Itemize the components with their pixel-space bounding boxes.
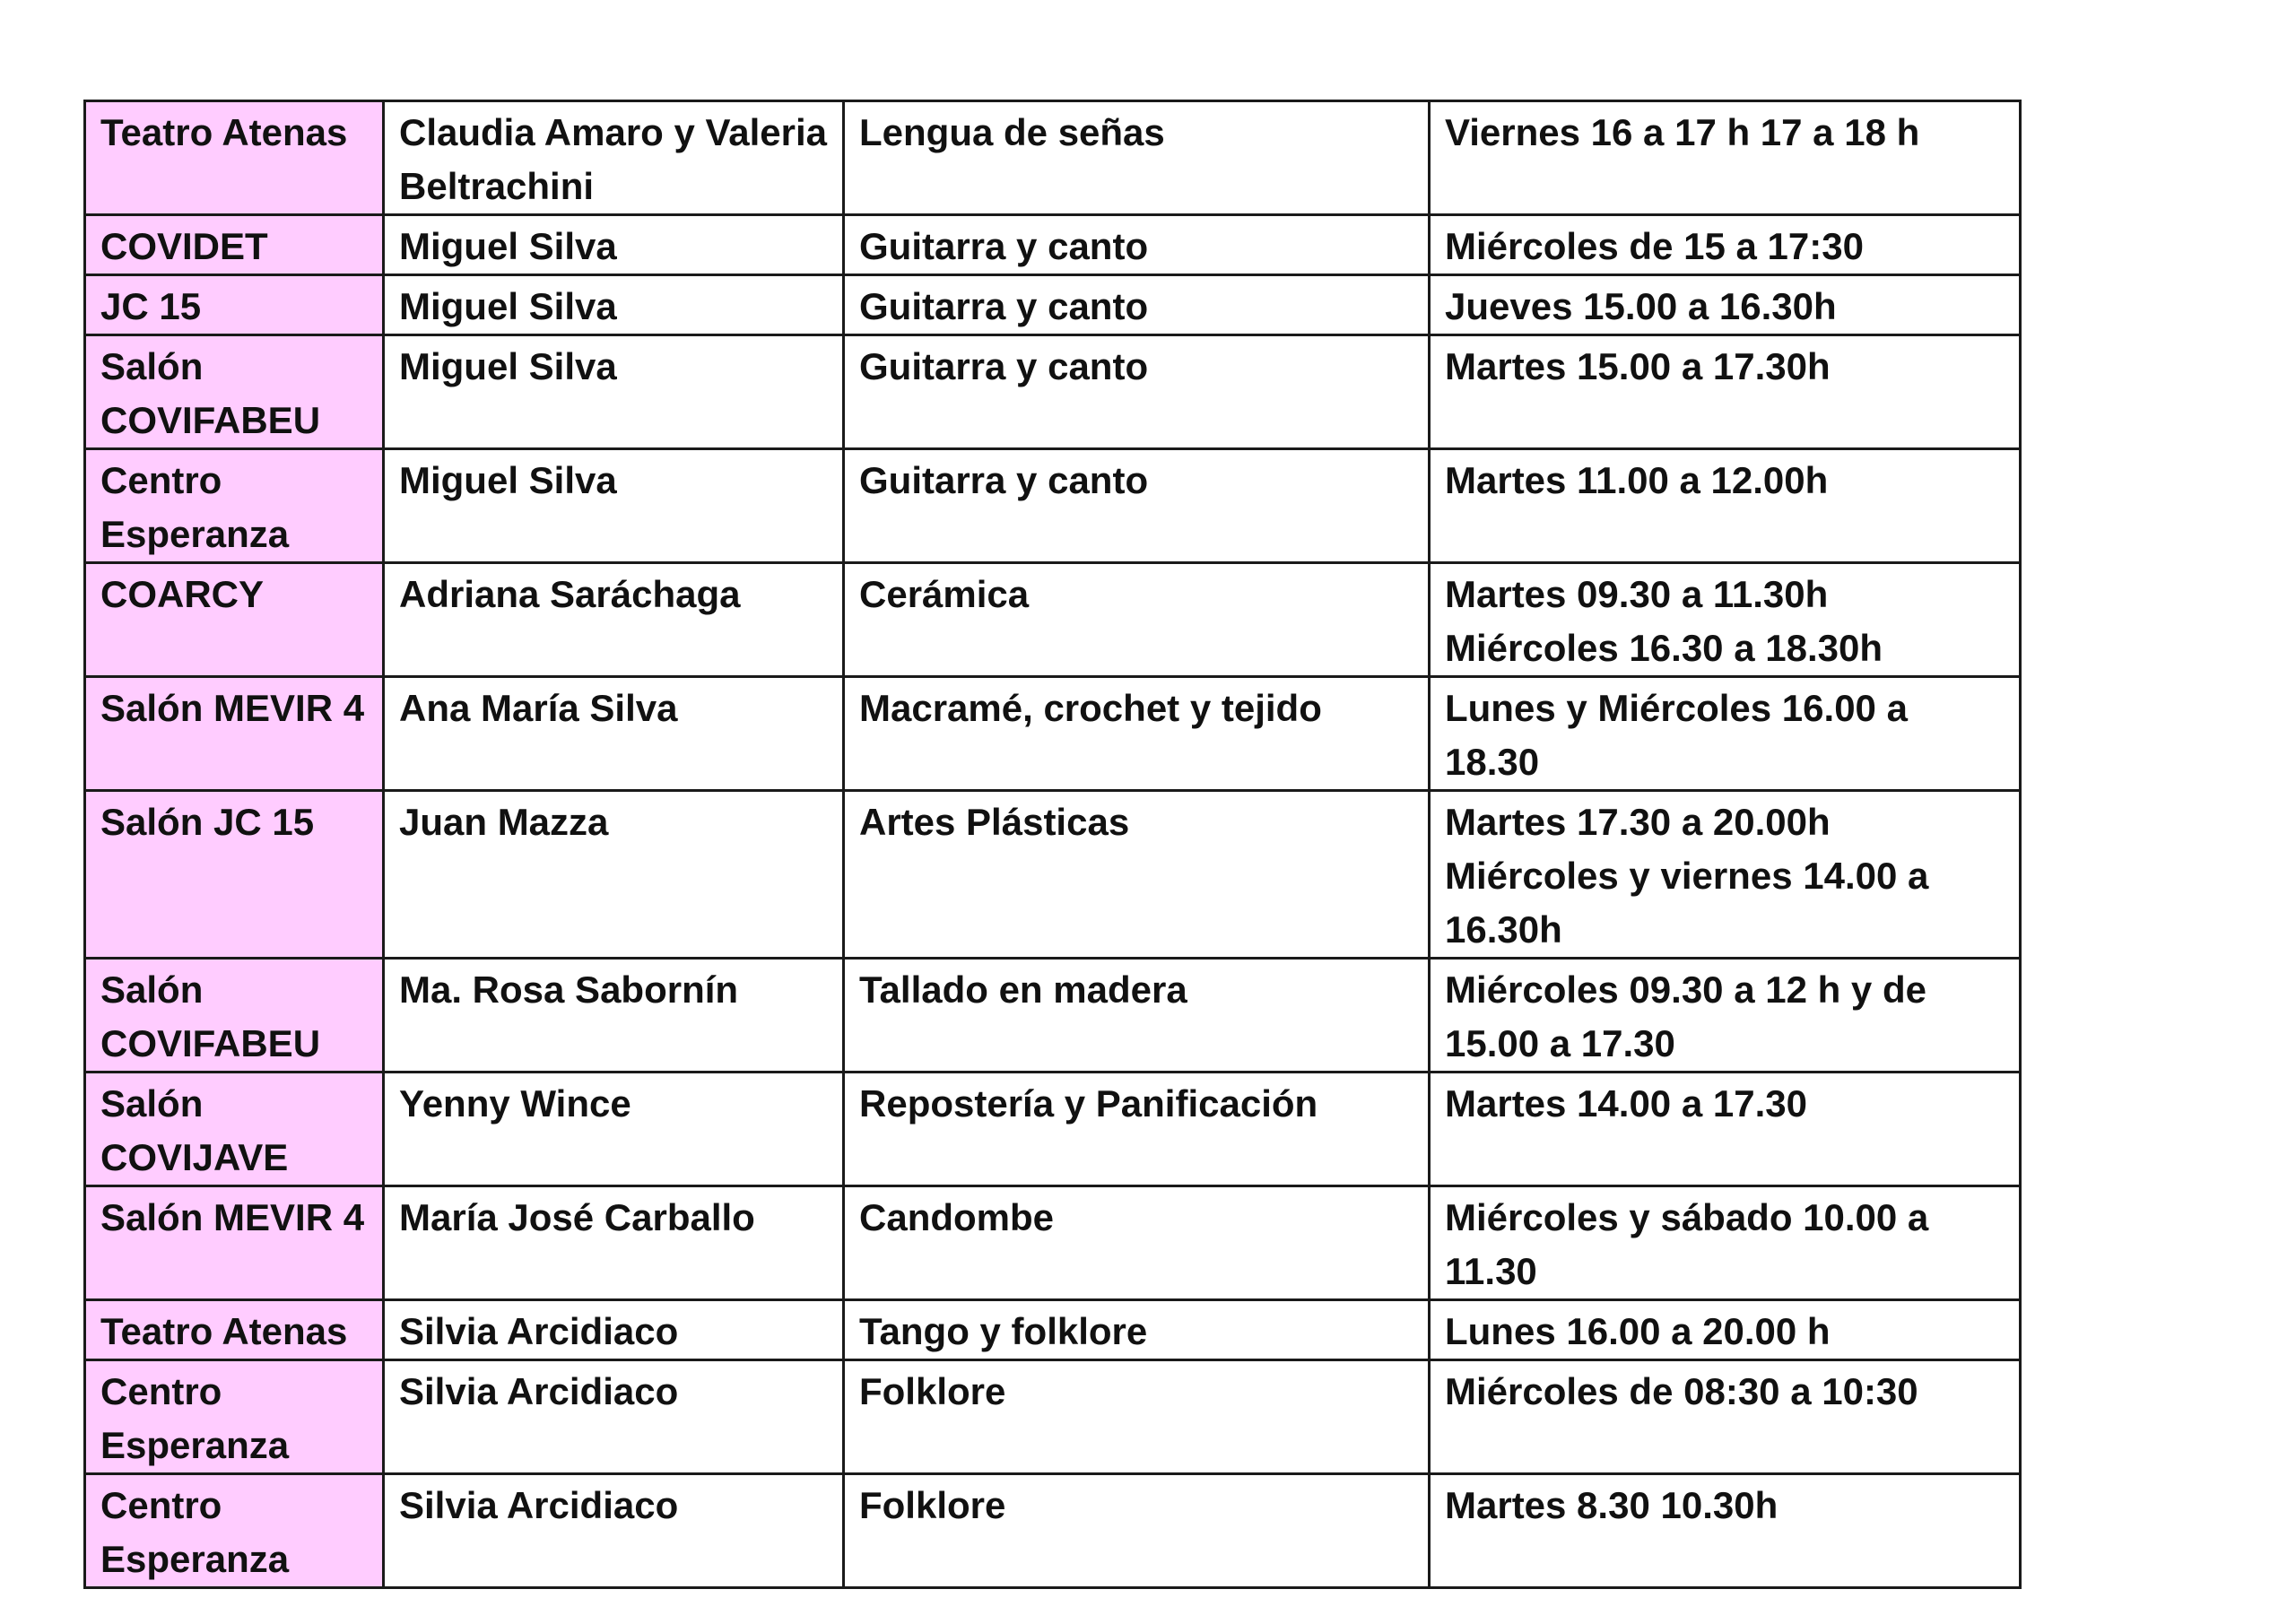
activity-cell: Artes Plásticas [844,791,1430,959]
teacher-cell: Miguel Silva [384,275,844,335]
place-cell: Centro Esperanza [85,1474,384,1588]
teacher-cell: Ana María Silva [384,677,844,791]
activity-cell: Cerámica [844,563,1430,677]
table-row [85,1186,2021,1300]
teacher-cell: Miguel Silva [384,449,844,563]
table-row [85,1360,2021,1474]
schedule-cell: Lunes 16.00 a 20.00 h [1430,1300,2021,1360]
schedule-cell: Miércoles 09.30 a 12 h y de 15.00 a 17.30 [1430,959,2021,1073]
place-cell: COVIDET [85,215,384,275]
schedule-cell: Jueves 15.00 a 16.30h [1430,275,2021,335]
activity-cell: Lengua de señas [844,101,1430,215]
schedule-cell: Miércoles de 15 a 17:30 [1430,215,2021,275]
place-cell: Teatro Atenas [85,101,384,215]
teacher-cell: Claudia Amaro y Valeria Beltrachini [384,101,844,215]
place-cell: Teatro Atenas [85,1300,384,1360]
schedule-cell: Lunes y Miércoles 16.00 a 18.30 [1430,677,2021,791]
table-row [85,959,2021,1073]
table-row [85,215,2021,275]
place-cell: Centro Esperanza [85,1360,384,1474]
place-cell: Salón MEVIR 4 [85,677,384,791]
activity-cell: Candombe [844,1186,1430,1300]
teacher-cell: María José Carballo [384,1186,844,1300]
schedule-cell: Viernes 16 a 17 h 17 a 18 h [1430,101,2021,215]
place-cell: JC 15 [85,275,384,335]
place-cell: COARCY [85,563,384,677]
schedule-cell: Martes 17.30 a 20.00h Miércoles y viernes 14.00 a 16.30h [1430,791,2021,959]
schedule-cell: Miércoles y sábado 10.00 a 11.30 [1430,1186,2021,1300]
teacher-cell: Silvia Arcidiaco [384,1300,844,1360]
table-row [85,449,2021,563]
table-row [85,1474,2021,1588]
activity-cell: Folklore [844,1360,1430,1474]
teacher-cell: Ma. Rosa Sabornín [384,959,844,1073]
activity-cell: Guitarra y canto [844,275,1430,335]
schedule-cell: Martes 09.30 a 11.30h Miércoles 16.30 a 18.30h [1430,563,2021,677]
table-body [85,101,2021,1588]
teacher-cell: Miguel Silva [384,215,844,275]
table-row [85,1300,2021,1360]
activity-cell: Tango y folklore [844,1300,1430,1360]
place-cell: Salón COVIFABEU [85,335,384,449]
activity-cell: Tallado en madera [844,959,1430,1073]
activity-cell: Macramé, crochet y tejido [844,677,1430,791]
place-cell: Centro Esperanza [85,449,384,563]
schedule-cell: Martes 8.30 10.30h [1430,1474,2021,1588]
table-row [85,791,2021,959]
teacher-cell: Juan Mazza [384,791,844,959]
table-row [85,101,2021,215]
table-row [85,677,2021,791]
teacher-cell: Adriana Saráchaga [384,563,844,677]
schedule-cell: Martes 15.00 a 17.30h [1430,335,2021,449]
activity-cell: Guitarra y canto [844,215,1430,275]
teacher-cell: Yenny Wince [384,1073,844,1186]
schedule-cell: Miércoles de 08:30 a 10:30 [1430,1360,2021,1474]
teacher-cell: Miguel Silva [384,335,844,449]
place-cell: Salón COVIFABEU [85,959,384,1073]
table-row [85,563,2021,677]
activity-cell: Guitarra y canto [844,335,1430,449]
table-row [85,1073,2021,1186]
schedule-cell: Martes 14.00 a 17.30 [1430,1073,2021,1186]
teacher-cell: Silvia Arcidiaco [384,1474,844,1588]
place-cell: Salón MEVIR 4 [85,1186,384,1300]
teacher-cell: Silvia Arcidiaco [384,1360,844,1474]
table-row [85,335,2021,449]
table-row [85,275,2021,335]
schedule-cell: Martes 11.00 a 12.00h [1430,449,2021,563]
activity-cell: Folklore [844,1474,1430,1588]
activity-cell: Repostería y Panificación [844,1073,1430,1186]
activity-cell: Guitarra y canto [844,449,1430,563]
workshop-schedule-table [83,100,2022,1589]
place-cell: Salón JC 15 [85,791,384,959]
place-cell: Salón COVIJAVE [85,1073,384,1186]
